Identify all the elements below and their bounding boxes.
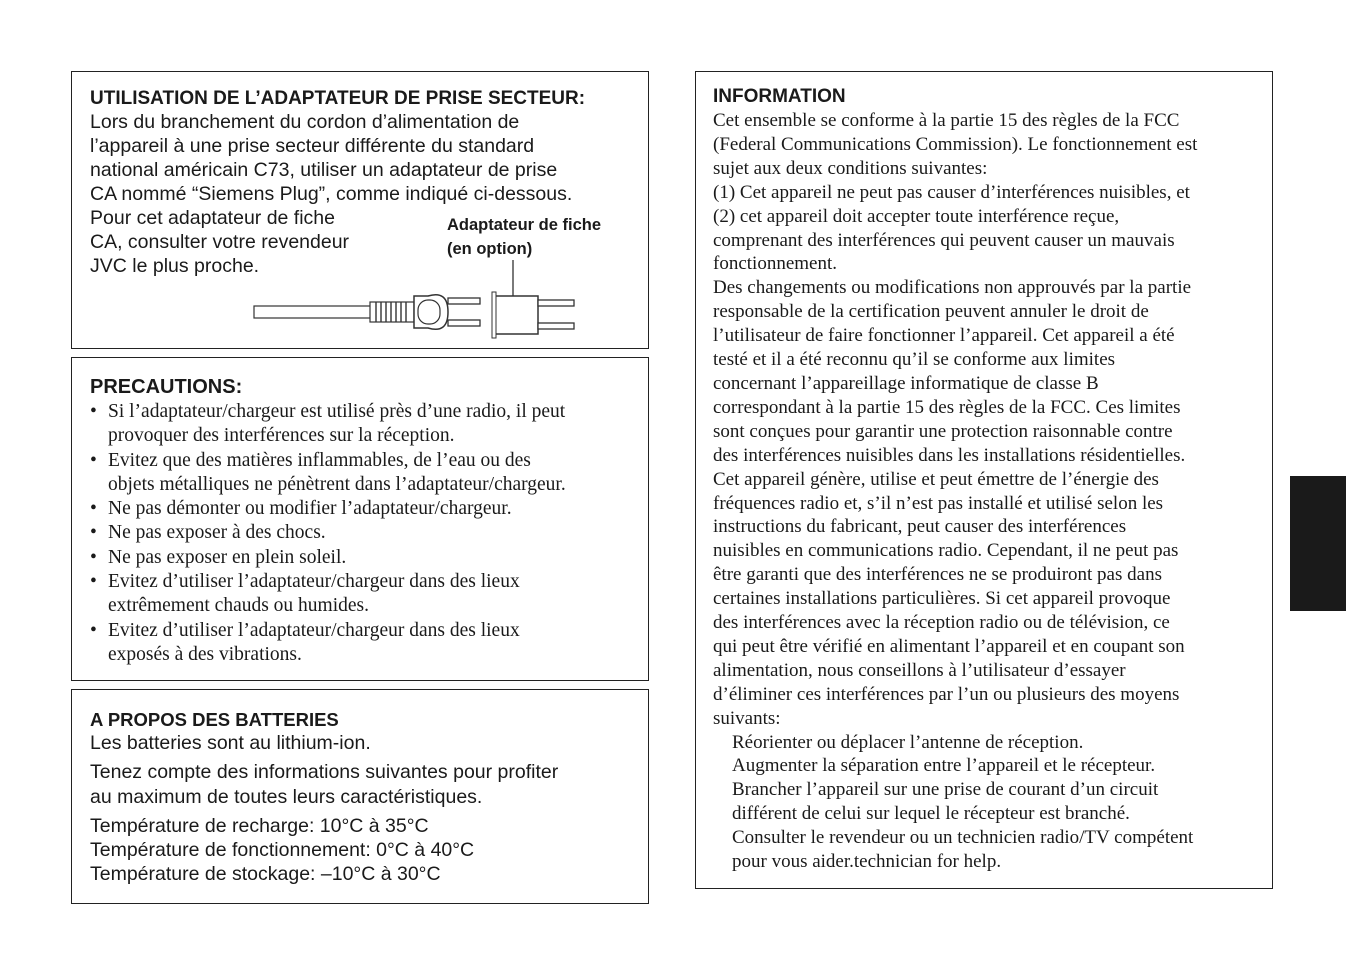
batteries-advice-text bbox=[90, 760, 642, 809]
information-line: qui peut être vérifié en alimentant l’appareil et en coupant son bbox=[713, 635, 1185, 657]
plug-adapter-illustration bbox=[252, 260, 582, 340]
temperature-line: Température de fonctionnement: 0°C à 40°C bbox=[90, 839, 475, 861]
batteries-type-text: Les batteries sont au lithium-ion. bbox=[90, 732, 371, 754]
precautions-section bbox=[71, 357, 649, 681]
information-line: (1) Cet appareil ne peut pas causer d’interférences nuisibles, et bbox=[713, 181, 1190, 203]
list-item-text: provoquer des interférences sur la réception. bbox=[108, 425, 455, 447]
information-measure: Réorienter ou déplacer l’antenne de réception. bbox=[732, 731, 1084, 753]
batteries-section bbox=[71, 689, 649, 904]
precautions-title: PRECAUTIONS: bbox=[90, 376, 243, 398]
information-line: Cet appareil génère, utilise et peut émettre de l’énergie des bbox=[713, 468, 1159, 490]
list-item bbox=[90, 521, 642, 545]
temperature-line: Température de recharge: 10°C à 35°C bbox=[90, 815, 429, 837]
list-item-text: exposés à des vibrations. bbox=[108, 643, 302, 665]
information-measure: Brancher l’appareil sur une prise de courant d’un circuit bbox=[732, 779, 1159, 801]
adapter-line: CA, consulter votre revendeur bbox=[90, 231, 350, 254]
information-measure: différent de celui sur lequel le récepteur est branché. bbox=[732, 803, 1130, 825]
information-line: (2) cet appareil doit accepter toute interférence reçue, bbox=[713, 205, 1120, 227]
adapter-text bbox=[90, 110, 642, 206]
list-item bbox=[90, 449, 642, 498]
adapter-line: l’appareil à une prise secteur différente du standard bbox=[90, 135, 535, 157]
list-item-text: Evitez d’utiliser l’adaptateur/chargeur dans des lieux bbox=[108, 619, 520, 641]
list-item-text: Si l’adaptateur/chargeur est utilisé près d’une radio, il peut bbox=[108, 401, 566, 422]
adapter-section bbox=[71, 71, 649, 349]
list-item bbox=[90, 546, 642, 570]
list-item-text: extrêmement chauds ou humides. bbox=[108, 595, 370, 617]
adapter-line: CA nommé “Siemens Plug”, comme indiqué ci-dessous. bbox=[90, 183, 573, 205]
batteries-title: A PROPOS DES BATTERIES bbox=[90, 709, 339, 730]
precautions-list bbox=[90, 400, 642, 667]
information-line: (Federal Communications Commission). Le fonctionnement est bbox=[713, 133, 1198, 155]
information-line: Cet ensemble se conforme à la partie 15 des règles de la FCC bbox=[713, 110, 1180, 131]
list-item-text: Evitez d’utiliser l’adaptateur/chargeur dans des lieux bbox=[108, 571, 520, 593]
information-measure: Augmenter la séparation entre l’appareil et le récepteur. bbox=[732, 755, 1156, 777]
information-line: Des changements ou modifications non approuvés par la partie bbox=[713, 277, 1192, 299]
information-line: l’utilisateur de faire fonctionner l’appareil. Cet appareil a été bbox=[713, 325, 1175, 347]
information-line: suivants: bbox=[713, 707, 781, 729]
information-line: certaines installations particulières. Si cet appareil provoque bbox=[713, 588, 1171, 610]
temperature-line: Température de stockage: –10°C à 30°C bbox=[90, 863, 441, 885]
batteries-temperatures bbox=[90, 814, 642, 886]
information-line: sont conçues pour garantir une protection raisonnable contre bbox=[713, 420, 1173, 442]
list-item bbox=[90, 619, 642, 668]
list-item-text: Ne pas exposer en plein soleil. bbox=[108, 546, 347, 568]
information-section bbox=[695, 71, 1273, 889]
information-line: des interférences nuisibles dans les installations résidentielles. bbox=[713, 444, 1186, 466]
plug-caption-line: Adaptateur de fiche bbox=[447, 216, 602, 234]
information-line: d’éliminer ces interférences par l’un ou plusieurs des moyens bbox=[713, 683, 1180, 705]
information-line: comprenant des interférences qui peuvent causer un mauvais bbox=[713, 229, 1175, 251]
list-item-text: Ne pas exposer à des chocs. bbox=[108, 522, 326, 544]
list-item-text: Evitez que des matières inflammables, de l’eau ou des bbox=[108, 449, 531, 471]
information-body bbox=[713, 109, 1265, 874]
adapter-line: Pour cet adaptateur de fiche bbox=[90, 207, 335, 229]
list-item-text: Ne pas démonter ou modifier l’adaptateur/chargeur. bbox=[108, 498, 512, 520]
plug-caption-line: (en option) bbox=[447, 240, 533, 258]
information-measure: Consulter le revendeur ou un technicien radio/TV compétent bbox=[732, 827, 1194, 849]
information-line: correspondant à la partie 15 des règles de la FCC. Ces limites bbox=[713, 396, 1181, 418]
information-line: sujet aux deux conditions suivantes: bbox=[713, 157, 988, 179]
list-item bbox=[90, 570, 642, 619]
information-line: concernant l’appareillage informatique de classe B bbox=[713, 372, 1099, 394]
information-line: alimentation, nous conseillons à l’utilisateur d’essayer bbox=[713, 659, 1126, 681]
adapter-line: national américain C73, utiliser un adaptateur de prise bbox=[90, 159, 558, 181]
information-line: instructions du fabricant, peut causer des interférences bbox=[713, 516, 1127, 538]
section-tab-marker bbox=[1290, 476, 1346, 611]
information-line: fréquences radio et, s’il n’est pas installé et utilisé selon les bbox=[713, 492, 1164, 514]
adapter-line: JVC le plus proche. bbox=[90, 255, 260, 278]
batteries-line: au maximum de toutes leurs caractéristiques. bbox=[90, 785, 483, 808]
plug-caption bbox=[447, 213, 601, 261]
adapter-line: Lors du branchement du cordon d’alimentation de bbox=[90, 111, 520, 133]
batteries-line: Tenez compte des informations suivantes pour profiter bbox=[90, 761, 559, 783]
information-measure: pour vous aider.technician for help. bbox=[732, 851, 1002, 873]
adapter-title: UTILISATION DE L’ADAPTATEUR DE PRISE SECTEUR: bbox=[90, 88, 586, 109]
list-item bbox=[90, 497, 642, 521]
information-line: des interférences avec la réception radio ou de télévision, ce bbox=[713, 612, 1170, 634]
information-line: être garanti que des interférences ne se produiront pas dans bbox=[713, 564, 1162, 586]
list-item-text: objets métalliques ne pénètrent dans l’adaptateur/chargeur. bbox=[108, 473, 566, 495]
information-title: INFORMATION bbox=[713, 86, 846, 107]
information-line: nuisibles en communications radio. Cependant, il ne peut pas bbox=[713, 540, 1179, 562]
list-item bbox=[90, 400, 642, 449]
information-line: testé et il a été reconnu qu’il se conforme aux limites bbox=[713, 349, 1116, 371]
information-line: fonctionnement. bbox=[713, 253, 837, 275]
information-line: responsable de la certification peuvent annuler le droit de bbox=[713, 301, 1149, 323]
